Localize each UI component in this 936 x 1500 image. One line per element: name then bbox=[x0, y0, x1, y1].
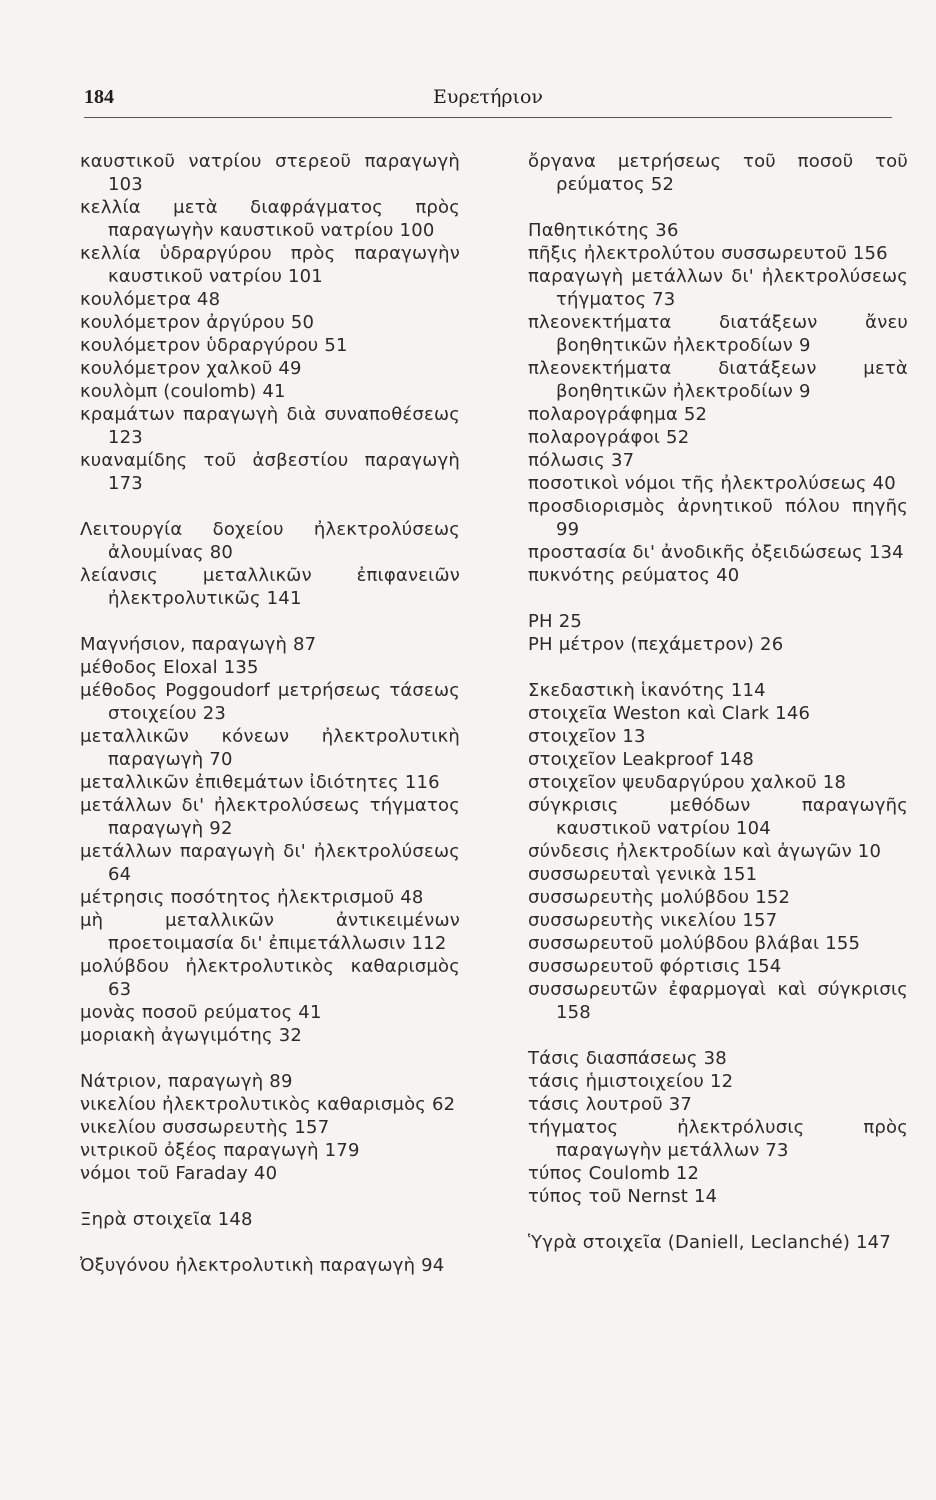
index-entry: μετάλλων δι' ἠλεκτρολύσεως τήγματος παραγωγὴ 92 bbox=[80, 795, 460, 839]
index-entry: σύγκρισις μεθόδων παραγωγῆς καυστικοῦ νατρίου 104 bbox=[528, 795, 908, 839]
index-entry: συσσωρευτὴς νικελίου 157 bbox=[528, 910, 778, 931]
index-entry: παραγωγὴ μετάλλων δι' ἠλεκτρολύσεως τήγματος 73 bbox=[528, 266, 908, 310]
index-entry: μεταλλικῶν κόνεων ἠλεκτρολυτικὴ παραγωγὴ 70 bbox=[80, 726, 460, 770]
index-entry: τάσις ἡμιστοιχείου 12 bbox=[528, 1071, 734, 1092]
page-title: Ευρετήριον bbox=[433, 86, 543, 108]
index-entry: τήγματος ἠλεκτρόλυσις πρὸς παραγωγὴν μετάλλων 73 bbox=[528, 1117, 908, 1161]
index-entry: συσσωρευτοῦ φόρτισις 154 bbox=[528, 956, 782, 977]
index-entry: τύπος τοῦ Nernst 14 bbox=[528, 1186, 718, 1207]
index-entry: ποσοτικοὶ νόμοι τῆς ἠλεκτρολύσεως 40 bbox=[528, 473, 896, 494]
index-entry: Λειτουργία δοχείου ἠλεκτρολύσεως ἀλουμίνας 80 bbox=[80, 519, 460, 563]
page-number: 184 bbox=[84, 86, 114, 108]
index-entry: πλεονεκτήματα διατάξεων ἄνευ βοηθητικῶν ἠλεκτροδίων 9 bbox=[528, 312, 908, 356]
index-entry: Ὑγρὰ στοιχεῖα (Daniell, Leclanché) 147 bbox=[528, 1232, 891, 1253]
index-entry: πλεονεκτήματα διατάξεων μετὰ βοηθητικῶν ἠλεκτροδίων 9 bbox=[528, 358, 908, 402]
index-entry: μονὰς ποσοῦ ρεύματος 41 bbox=[80, 1002, 322, 1023]
index-entry: Παθητικότης 36 bbox=[528, 220, 679, 241]
index-entry: PH 25 bbox=[528, 611, 583, 632]
index-entry: πυκνότης ρεύματος 40 bbox=[528, 565, 740, 586]
index-entry: κουλὸμπ (coulomb) 41 bbox=[80, 381, 286, 402]
index-entry: κελλία ὑδραργύρου πρὸς παραγωγὴν καυστικοῦ νατρίου 101 bbox=[80, 243, 460, 287]
index-entry: συσσωρευτῶν ἐφαρμογαὶ καὶ σύγκρισις 158 bbox=[528, 979, 908, 1023]
page-header bbox=[84, 86, 892, 116]
index-entry: Νάτριον, παραγωγὴ 89 bbox=[80, 1071, 293, 1092]
index-entry: πολαρογράφημα 52 bbox=[528, 404, 708, 425]
index-entry: κυαναμίδης τοῦ ἀσβεστίου παραγωγὴ 173 bbox=[80, 450, 460, 494]
index-entry: μέθοδος Eloxal 135 bbox=[80, 657, 259, 678]
index-entry: Ξηρὰ στοιχεῖα 148 bbox=[80, 1209, 253, 1230]
index-entry: συσσωρευτὴς μολύβδου 152 bbox=[528, 887, 791, 908]
index-entry: στοιχεῖον Leakproof 148 bbox=[528, 749, 755, 770]
index-entry: μοριακὴ ἀγωγιμότης 32 bbox=[80, 1025, 303, 1046]
index-entry: κουλόμετρον ἀργύρου 50 bbox=[80, 312, 315, 333]
index-entry: Μαγνήσιον, παραγωγὴ 87 bbox=[80, 634, 317, 655]
index-entry: συσσωρευτοῦ μολύβδου βλάβαι 155 bbox=[528, 933, 861, 954]
index-entry: ὄργανα μετρήσεως τοῦ ποσοῦ τοῦ ρεύματος 52 bbox=[528, 151, 908, 195]
index-entry: σύνδεσις ἠλεκτροδίων καὶ ἀγωγῶν 10 bbox=[528, 841, 882, 862]
index-entry: μὴ μεταλλικῶν ἀντικειμένων προετοιμασία δι' ἐπιμετάλλωσιν 112 bbox=[80, 910, 460, 954]
index-entry: κελλία μετὰ διαφράγματος πρὸς παραγωγὴν καυστικοῦ νατρίου 100 bbox=[80, 197, 460, 241]
index-entry: στοιχεῖα Weston καὶ Clark 146 bbox=[528, 703, 811, 724]
index-entry: μεταλλικῶν ἐπιθεμάτων ἰδιότητες 116 bbox=[80, 772, 440, 793]
index-entry: προστασία δι' ἀνοδικῆς ὀξειδώσεως 134 bbox=[528, 542, 904, 563]
index-entry: πολαρογράφοι 52 bbox=[528, 427, 690, 448]
index-entry: λείανσις μεταλλικῶν ἐπιφανειῶν ἠλεκτρολυτικῶς 141 bbox=[80, 565, 460, 609]
index-entry: προσδιορισμὸς ἀρνητικοῦ πόλου πηγῆς 99 bbox=[528, 496, 908, 540]
index-entry: πῆξις ἠλεκτρολύτου συσσωρευτοῦ 156 bbox=[528, 243, 888, 264]
header-rule bbox=[84, 117, 892, 118]
index-entry: τύπος Coulomb 12 bbox=[528, 1163, 700, 1184]
index-entry: Τάσις διασπάσεως 38 bbox=[528, 1048, 727, 1069]
index-column-left bbox=[80, 150, 460, 1277]
index-entry: μέθοδος Poggoudorf μετρήσεως τάσεως στοιχείου 23 bbox=[80, 680, 460, 724]
index-entry: μολύβδου ἠλεκτρολυτικὸς καθαρισμὸς 63 bbox=[80, 956, 460, 1000]
index-entry: νικελίου ἠλεκτρολυτικὸς καθαρισμὸς 62 bbox=[80, 1094, 456, 1115]
index-entry: PH μέτρον (πεχάμετρον) 26 bbox=[528, 634, 784, 655]
index-entry: πόλωσις 37 bbox=[528, 450, 635, 471]
index-entry: συσσωρευταὶ γενικὰ 151 bbox=[528, 864, 758, 885]
index-entry: Ὀξυγόνου ἠλεκτρολυτικὴ παραγωγὴ 94 bbox=[80, 1255, 445, 1276]
index-entry: καυστικοῦ νατρίου στερεοῦ παραγωγὴ 103 bbox=[80, 151, 460, 195]
index-entry: μέτρησις ποσότητος ἠλεκτρισμοῦ 48 bbox=[80, 887, 424, 908]
index-entry: μετάλλων παραγωγὴ δι' ἠλεκτρολύσεως 64 bbox=[80, 841, 460, 885]
index-entry: κουλόμετρα 48 bbox=[80, 289, 221, 310]
index-entry: νικελίου συσσωρευτὴς 157 bbox=[80, 1117, 330, 1138]
index-entry: νιτρικοῦ ὀξέος παραγωγὴ 179 bbox=[80, 1140, 360, 1161]
index-column-right bbox=[528, 150, 908, 1254]
index-entry: κουλόμετρον ὑδραργύρου 51 bbox=[80, 335, 348, 356]
index-entry: Σκεδαστικὴ ἱκανότης 114 bbox=[528, 680, 766, 701]
index-entry: κραμάτων παραγωγὴ διὰ συναποθέσεως 123 bbox=[80, 404, 460, 448]
index-entry: κουλόμετρον χαλκοῦ 49 bbox=[80, 358, 302, 379]
index-entry: στοιχεῖον 13 bbox=[528, 726, 646, 747]
index-entry: τάσις λουτροῦ 37 bbox=[528, 1094, 693, 1115]
index-entry: στοιχεῖον ψευδαργύρου χαλκοῦ 18 bbox=[528, 772, 847, 793]
index-entry: νόμοι τοῦ Faraday 40 bbox=[80, 1163, 278, 1184]
